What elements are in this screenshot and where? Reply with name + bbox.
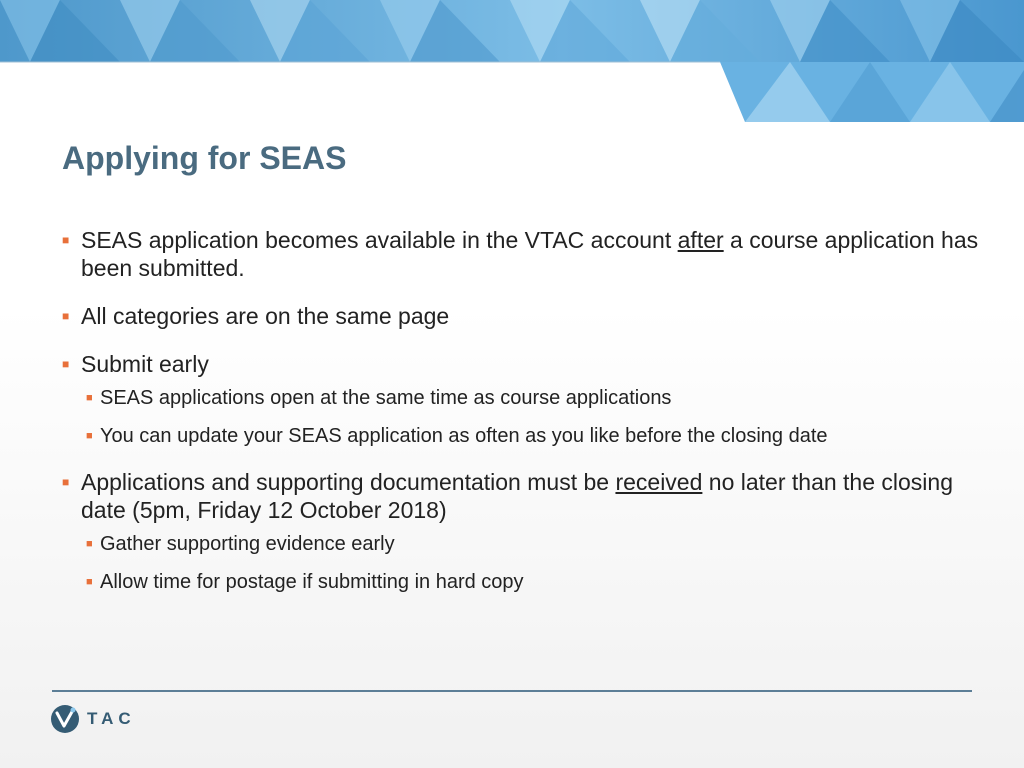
square-bullet-icon: ■ — [62, 309, 70, 323]
square-bullet-icon: ■ — [62, 233, 70, 247]
square-bullet-icon: ■ — [86, 430, 93, 442]
sub-bullet-text: SEAS applications open at the same time as course applications — [100, 387, 672, 409]
footer-divider — [52, 690, 972, 692]
bullet-text: Submit early — [81, 351, 209, 377]
bullet-text: Applications and supporting documentation must be received no later than the closing date (5pm, Friday 12 October 2018) — [81, 469, 953, 523]
square-bullet-icon: ■ — [86, 538, 93, 550]
logo-text: TAC — [87, 709, 136, 728]
sub-bullet-text: Allow time for postage if submitting in hard copy — [100, 571, 524, 593]
bullet-item — [62, 226, 992, 282]
bullet-text: All categories are on the same page — [81, 303, 450, 329]
sub-bullet-item — [62, 532, 992, 556]
square-bullet-icon: ■ — [62, 475, 70, 489]
sub-bullet-text: Gather supporting evidence early — [100, 533, 395, 555]
sub-bullet-item — [62, 570, 992, 594]
square-bullet-icon: ■ — [86, 576, 93, 588]
sub-bullet-item — [62, 424, 992, 448]
slide-title: Applying for SEAS — [62, 140, 347, 176]
bullet-text: SEAS application becomes available in the VTAC account after a course application has been submitted. — [81, 227, 979, 281]
bullet-item — [62, 302, 992, 330]
bullet-item — [62, 350, 992, 378]
bullet-list — [62, 226, 992, 608]
header-banner — [0, 0, 1024, 125]
bullet-item — [62, 468, 992, 524]
sub-bullet-item — [62, 386, 992, 410]
vtac-logo-icon — [50, 704, 80, 734]
sub-bullet-text: You can update your SEAS application as often as you like before the closing date — [100, 425, 828, 447]
square-bullet-icon: ■ — [86, 392, 93, 404]
square-bullet-icon: ■ — [62, 357, 70, 371]
vtac-logo — [50, 704, 136, 734]
